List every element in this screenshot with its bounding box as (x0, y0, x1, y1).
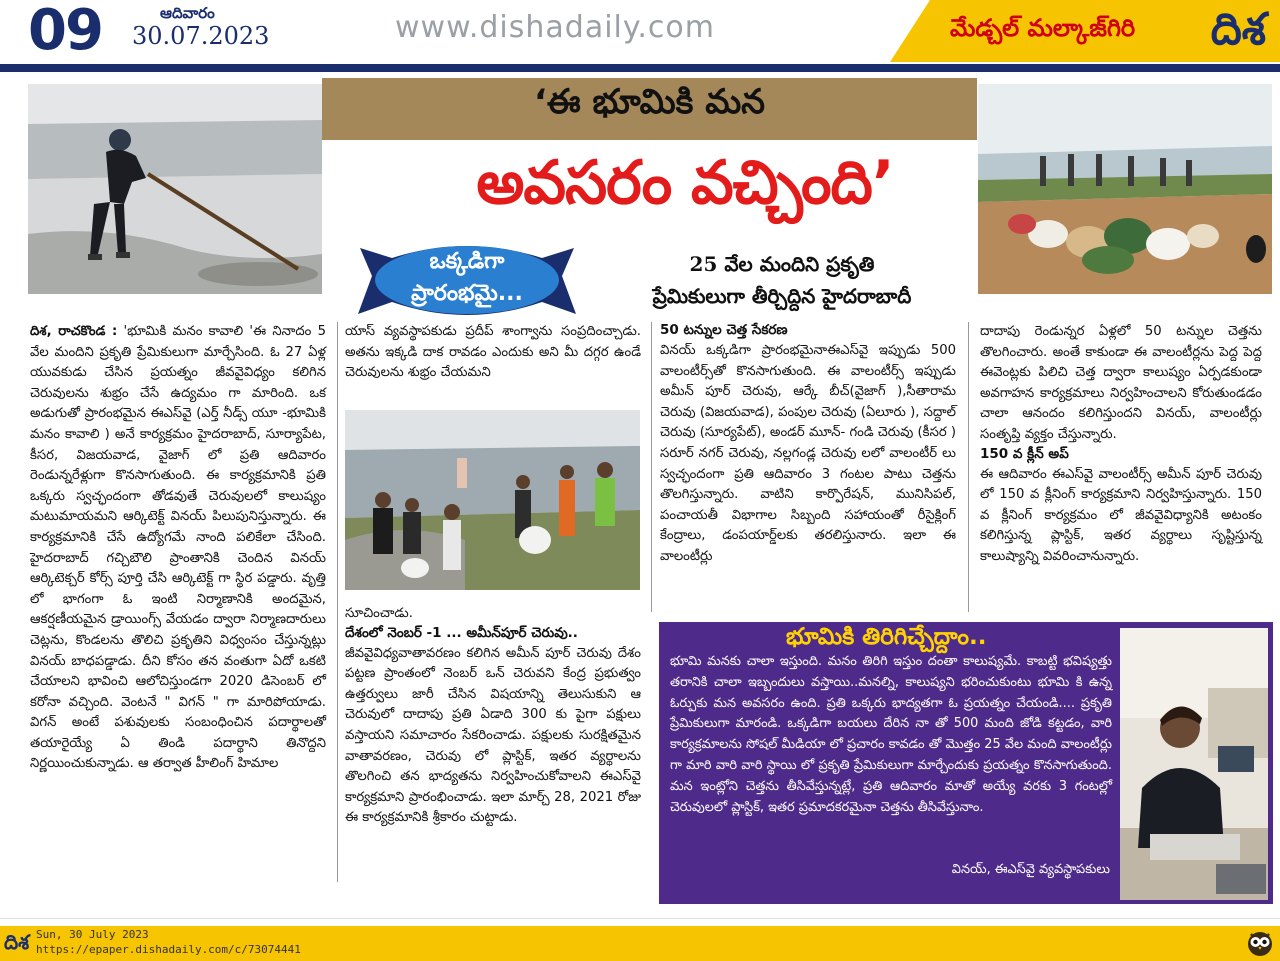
headline-big: అవసరం వచ్చింది’ (476, 148, 894, 218)
header-rule (0, 64, 1280, 72)
article-column-2-top (345, 322, 641, 384)
footer-separator (0, 918, 1280, 926)
section-heading-ameenpur: దేశంలో నెంబర్ -1 ... అమీన్‌పూర్ చెరువు.. (345, 624, 578, 641)
quote-box-signature: వినయ్, ఈఎస్‌వై వ్యవస్థాపకులు (951, 862, 1110, 877)
section-heading-50-tonnes: 50 టన్నుల చెత్త సేకరణ (660, 322, 788, 338)
district-banner (930, 0, 1280, 62)
column-divider (337, 322, 338, 882)
subheadline-line-2: ప్రేమికులుగా తీర్చిద్దిన హైదరాబాదీ (652, 284, 912, 308)
column-4-text: దాదాపు రెండున్నర ఏళ్లలో 50 టన్నుల చెత్తను తొలగించారు. అంతే కాకుండా ఈ వాలంటీర్లను పెద్ద పెద్ద ఈవెంట్లకు పిలిచి చెత్త ద్వారా కాలుష్యం ఏర్పడకుండా అవగాహన కార్యక్రమాలు నిర్వహించాలని కోరుతుండడం చాలా ఆనందం కలిగిస్తుందని వినయ్, వాలంటీర్లు సంతృప్తి వ్యక్తం చేస్తున్నారు. (980, 324, 1262, 442)
photo-vinay-portrait (1120, 628, 1268, 900)
footer-date: Sun, 30 July 2023 (36, 928, 149, 941)
dateline: దిశ, రాచకొండ : (30, 324, 118, 339)
photo-volunteers-group (345, 410, 640, 590)
column-4b-text: ఈ ఆదివారం ఈఎస్‌వై వాలంటీర్స్ అమీన్ పూర్ చెరువు లో 150 వ క్లీనింగ్ కార్యక్రమాని నిర్వహిస్తున్నారు. 150 వ క్లీనింగ్ కార్యక్రమం లో జీవవైవిధ్యానికి అటంకం కలిగిస్తున్న ప్లాస్టిక్, ఇతర వ్యర్థాలు సృష్టిస్తున్న కాలుష్యాన్ని వివరించానున్నారు. (980, 466, 1262, 564)
article-column-1 (30, 322, 326, 775)
footer-logo: దిశ (4, 930, 30, 954)
issue-date: 30.07.2023 (132, 22, 270, 50)
headline-small: ‘ఈ భూమికి మన (533, 82, 766, 122)
photo-volunteer-cleaning (28, 84, 322, 294)
section-heading-150th-cleanup: 150 వ క్లీన్ అప్ (980, 445, 1069, 462)
owl-icon[interactable] (1246, 929, 1274, 957)
quote-box-title: భూమికి తిరిగిచ్చేద్దాం.. (786, 624, 987, 650)
column-divider (651, 322, 652, 612)
subheadline-line-1: 25 వేల మందిని ప్రకృతి (689, 252, 875, 276)
column-1-text: 'భూమికి మనం కావాలి 'ఈ నినాదం 5 వేల మందిని ప్రకృతి ప్రేమికులుగా మార్చేసింది. ఓ 27 ఏళ్ల యువకుడు చేసిన ప్రయత్నం జీవవైవిధ్యం కలిగిన చెరువులను శుభ్రం చేసే ఉద్యమం గా మారింది. ఒక అడుగుతో ప్రారంభమైన ఈఎస్‌వై (ఎర్త్ నీడ్స్ యూ -భూమికి మనం కావాలి ) అనే కార్యక్రమం హైదరాబాద్, సూర్యాపేట, కీసర, విజయవాడ, వైజాగ్ లో ప్రతి ఆదివారం రెండున్నరేళ్లుగా కొనసాగుతుంది. ఈ కార్యక్రమానికి ప్రతి ఒక్కరు స్వచ్ఛందంగా తోడవుతే చెరువులలో కాలుష్యం మటుమాయమని ఆర్కిటెక్ట్ వినయ్ పిలుపునిస్తున్నారు. ఈ కార్యక్రమానికి చేసే ఉద్యోగమే నాంది పలికేలా చేసింది. హైదరాబాద్ గచ్చిబౌలి ప్రాంతానికి చెందిన వినయ్ ఆర్కిటెక్చర్ కోర్స్ పూర్తి చేసి ఆర్కిటెక్ట్ గా స్థిర పడ్డారు. వృత్తి లో భాగంగా ఓ ఇంటి నిర్మాణానికి అందమైన, ఆకర్షణీయమైన డ్రాయింగ్స్ వేయడం ద్వారా నిర్మాణదారులు చెట్లను, కొండలను తొలిచి ప్రకృతిని విధ్వంసం చేస్తున్నట్లు వినయ్ బాధపడ్డాడు. దీని కోసం తన వంతుగా ఏదో ఒకటి చేయాలని భావించి ఆలోచిస్తుండగా 2020 డిసెంబర్ లో కరోనా వచ్చింది. వెంటనే " విగన్ " గా మారిపోయాడు. విగన్ అంటే పశువులకు సంబంధించిన పదార్థాలతో తయారైయ్యే ఏ తిండి పదార్థాని తినొద్దని నిర్ణయించుకున్నాడు. ఆ తర్వాత హీలింగ్ హిమాల (30, 324, 326, 772)
day-label: ఆదివారం (160, 4, 215, 22)
column-3-text: వినయ్ ఒక్కడిగా ప్రారంభమైనాఈఎస్‌వై ఇప్పుడు 500 వాలంటీర్స్‌తో కొనసాగుతుంది. ఈ వాలంటీర్స్ ఇప్పుడు అమీన్ పూర్ చెరువు, ఆర్కే బీచ్(వైజాగ్ ),సీతారామ చెరువు (విజయవాడ), పంపుల చెరువు (ఏలూరు ), సద్దాల్ చెరువు (సూర్యపేట్), అండర్ మూన్- గండి చెరువు (కీసర ) సరూర్ నగర్ చెరువు, నల్లగండ్ల చెరువు లలో వాలంటీర్ లు స్వచ్ఛందంగా ప్రతి ఆదివారం 3 గంటల పాటు చెత్తను తొలగిస్తున్నారు. వాటిని కార్పొరేషన్, మునిసిపల్, పంచాయతీ విభాగాల సిబ్బంది సహాయంతో రీసైక్లింగ్ కేంద్రాలు, డంపయార్డ్‌లకు తరలిస్తునారు. ఇలా ఈ వాలంటీర్లు (660, 343, 956, 564)
footer-bar (0, 926, 1280, 961)
website-url[interactable]: www.dishadaily.com (395, 10, 715, 45)
masthead (0, 0, 1280, 62)
column-2-first-line: సూచించాడు. (345, 606, 413, 621)
bubble-text (352, 246, 582, 310)
article-column-3 (660, 322, 956, 568)
quote-box-body: భూమి మనకు చాలా ఇస్తుంది. మనం తిరిగి ఇస్తుం దంతా కాలుష్యమే. కాబట్టి భవిష్యత్తు తరానికి చాలా ఇబ్బందులు వస్తాయి..మనల్ని, కాలుష్యని భరించుకుంటు భూమి కి ఉన్న ఓర్పుకు మన అవసరం ఉంది. ప్రతి ఒక్కరు భాద్యతగా ఓ ప్రయత్నం చేయండి.... ప్రకృతి ప్రేమికులుగా మారండి. ఒక్కడిగా బయలు దేరిన నా తో 500 మంది జోడి కట్టడం, వారి కార్యక్రమాలను సోషల్ మీడియా లో ప్రచారం కావడం తో మొత్తం 25 వేల మంది వాలంటీర్లు గా మారి వారి వారి స్థాయి లో ప్రకృతి ప్రేమికులుగా మార్చేందుకు ప్రయత్నం కొనసాగుతుంది. మన ఇంట్లోని చెత్తను తీసివేస్తున్నట్లే, ప్రతి ఆదివారం మాతో అయ్యే వరకు 3 గంటల్లో చెరువులలో ప్లాస్టిక్, ఇతర ప్రమాదకరమైనా చెత్తను తీసివేస్తునాం. (670, 654, 1112, 815)
article-column-4 (980, 322, 1262, 568)
column-divider (968, 322, 969, 612)
column-2-bottom-text: జీవవైవిధ్యవాతావరణం కలిగిన అమీన్ పూర్ చెరువు దేశం పట్టణ ప్రాంతంలో నెంబర్ ఒన్ చెరువని కేంద్ర ప్రభుత్వం ఉత్తర్వులు జారీ చేసిన విషయాన్ని తెలుసుకుని ఆ చెరువులో దాదాపు ప్రతి ఏడాది 300 కు పైగా పక్షులు వస్తాయని సమాచారం సేకరించాడు. పక్షులకు సురక్షితమైన వాతావరణం, చెరువు లో ప్లాస్టిక్, ఇతర వ్యర్థాలను తొలగించి తన భాద్యతను నిర్వహించుకోవాలని ఈఎస్‌వై కార్యక్రమాని ప్రారంభించాడు. ఇలా మార్చ్ 28, 2021 రోజు ఈ కార్యక్రమానికి శ్రీకారం చుట్టాడు. (345, 645, 641, 826)
bubble-line-2: ప్రారంభమై... (411, 281, 523, 306)
photo-collected-waste (978, 84, 1272, 294)
column-2-top-text: యాస్ వ్యవస్థాపకుడు ప్రదీప్ శాంగ్వాను సంప్రదించ్చాడు. అతను ఇక్కడి దాక రావడం ఎందుకు అని మీ దగ్గర ఉండే చెరువులను శుభ్రం చేయమని (345, 324, 641, 381)
district-name: మేడ్చల్ మల్కాజ్‌గిరి (950, 14, 1136, 42)
article-column-2-bottom (345, 604, 641, 829)
footer-url[interactable]: https://epaper.dishadaily.com/c/73074441 (36, 943, 301, 956)
subheadline (612, 248, 952, 312)
bubble-line-1: ఒక్కడిగా (429, 249, 505, 274)
disha-logo: దిశ (1210, 4, 1266, 55)
page-number: 09 (28, 0, 102, 63)
